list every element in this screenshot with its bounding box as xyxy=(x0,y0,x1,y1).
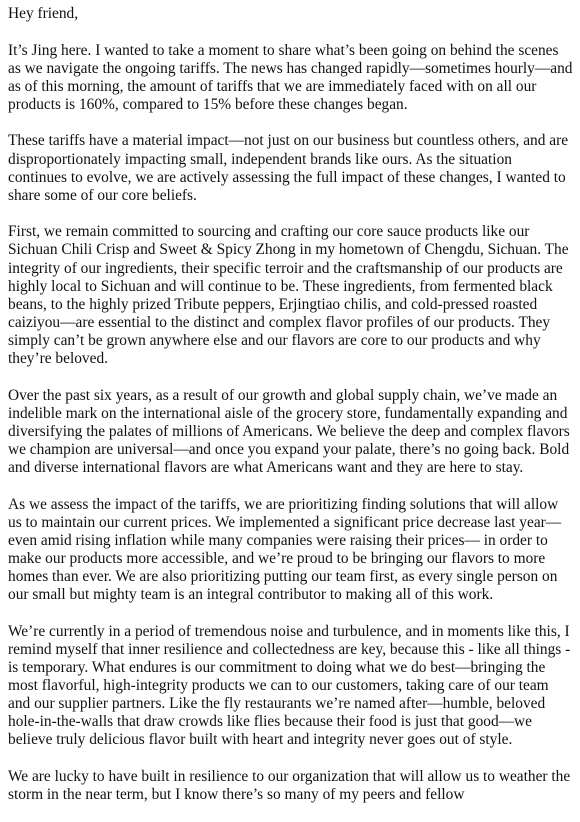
letter-paragraph: First, we remain committed to sourcing and crafting our core sauce products like our Sichuan Chili Crisp and Sweet & Spicy Zhong in my hometown of Chengdu, Sichuan. The integrity of our ingredients, their specific terroir and the craftsmanship of our products are highly local to Sichuan and will continue to be. These ingredients, from fermented black beans, to the highly prized Tribute peppers, Erjingtiao chilis, and cold-pressed roasted caiziyou—are essential to the distinct and complex flavor profiles of our products. They simply can’t be grown anywhere else and our flavors are core to our products and why they’re beloved. xyxy=(8,223,569,367)
letter-paragraph: We are lucky to have built in resilience to our organization that will allow us to weather the storm in the near term, but I know there’s so many of my peers and fellow xyxy=(8,767,571,803)
letter-greeting: Hey friend, xyxy=(8,5,79,22)
letter-paragraph: We’re currently in a period of tremendous noise and turbulence, and in moments like this, I remind myself that inner resilience and collectedness are key, because this - like all things - is temporary. What endures is our commitment to doing what we do best—bringing the most flavorful, high-integrity products we can to our customers, taking care of our team and our supplier partners. Like the fly restaurants we’re named after—humble, beloved hole-in-the-walls that draw crowds like flies because their food is just that good—we believe truly delicious flavor built with heart and integrity never goes out of style. xyxy=(8,622,571,749)
letter-paragraph: These tariffs have a material impact—not just on our business but countless others, and are disproportionately impacting small, independent brands like ours. As the situation continues to evolve, we are actively assessing the full impact of these changes, I wanted to share some of our core beliefs. xyxy=(8,132,569,204)
letter-paragraph: It’s Jing here. I wanted to take a moment to share what’s been going on behind the scenes as we navigate the ongoing tariffs. The news has changed rapidly—sometimes hourly—and as of this morning, the amount of tariffs that we are immediately faced with on all our products is 160%, compared to 15% before these changes began. xyxy=(8,41,573,113)
letter-body xyxy=(8,5,574,822)
letter-paragraph: As we assess the impact of the tariffs, we are prioritizing finding solutions that will allow us to maintain our current prices. We implemented a significant price decrease last year—even amid rising inflation while many companies were raising their prices— in order to make our products more accessible, and we’re proud to be bringing our flavors to more homes than ever. We are also prioritizing putting our team first, as every single person on our small but mighty team is an integral contributor to making all of this work. xyxy=(8,495,562,604)
letter-paragraph: Over the past six years, as a result of our growth and global supply chain, we’ve made an indelible mark on the international aisle of the grocery store, fundamentally expanding and diversifying the palates of millions of Americans. We believe the deep and complex flavors we champion are universal—and once you expand your palate, there’s no going back. Bold and diverse international flavors are what Americans want and they are here to stay. xyxy=(8,386,570,476)
